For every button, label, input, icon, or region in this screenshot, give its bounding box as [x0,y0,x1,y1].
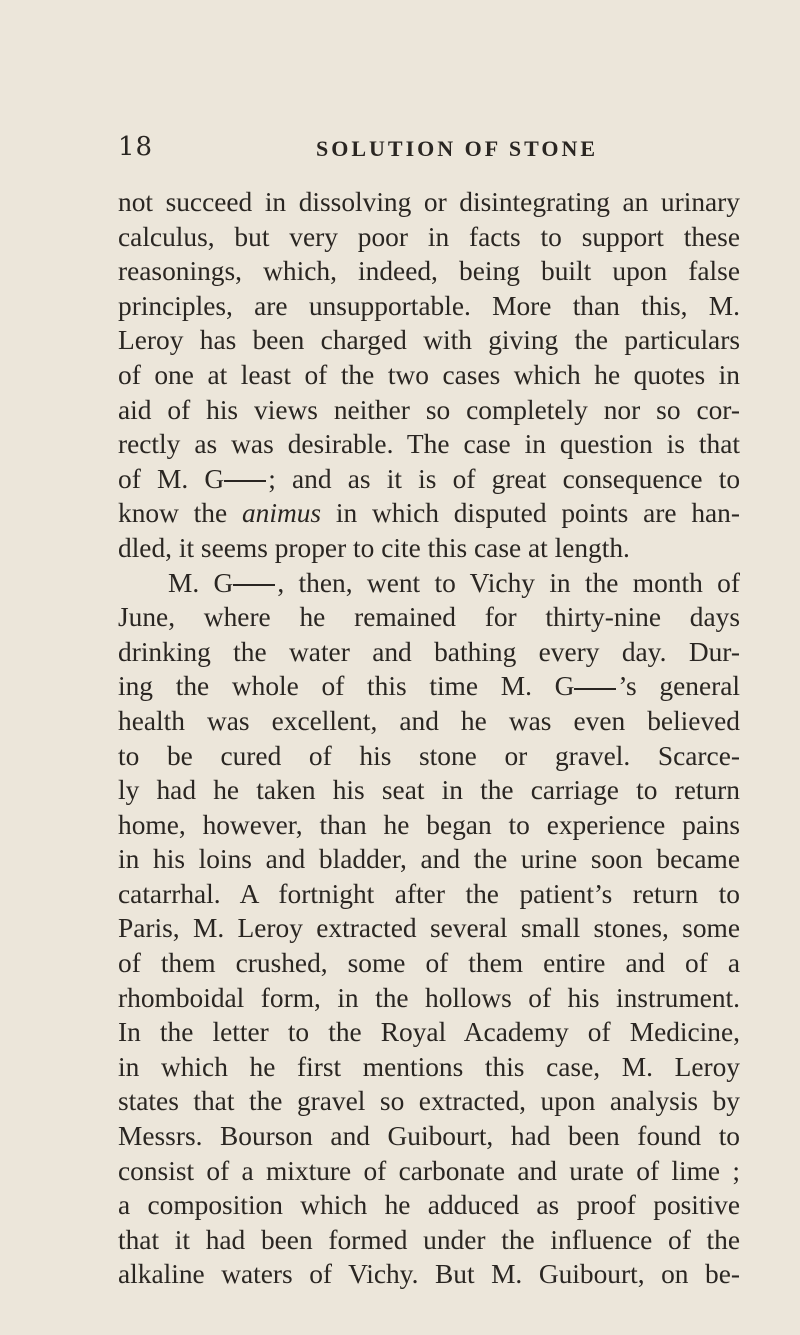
text-line: June, where he remained for thirty-nine days [118,602,740,633]
name-dash [233,584,275,586]
text-line: In the letter to the Royal Academy of Medicine, [118,1017,740,1048]
line-text: M. G [168,567,234,598]
text-line: rectly as was desirable. The case in question is that [118,429,740,460]
text-line: calculus, but very poor in facts to support these [118,221,740,252]
text-line: consist of a mixture of carbonate and urate of lime ; [118,1155,740,1186]
text-line: aid of his views neither so completely nor so cor- [118,394,740,425]
text-line [118,496,740,531]
text-line: that it had been formed under the influence of the [118,1224,740,1255]
text-line: principles, are unsupportable. More than this, M. [118,290,740,321]
line-text: in which disputed points are han- [321,498,741,529]
text-line: in his loins and bladder, and the urine soon became [118,844,740,875]
text-line: Paris, M. Leroy extracted several small stones, some [118,913,740,944]
line-text: ; and as it is of great consequence to [268,463,741,494]
name-dash [224,480,266,482]
text-line: dled, it seems proper to cite this case at length. [118,532,630,563]
text-line: ly had he taken his seat in the carriage to return [118,775,740,806]
text-line: home, however, than he began to experience pains [118,809,740,840]
page-header [118,132,738,172]
text-line [118,462,740,497]
body-text [118,185,740,1292]
text-line: a composition which he adduced as proof positive [118,1190,740,1221]
line-text: ’s general [618,671,740,702]
line-text: know the [118,498,242,529]
text-line: reasonings, which, indeed, being built upon false [118,256,740,287]
text-line: states that the gravel so extracted, upon analysis by [118,1086,740,1117]
text-line: health was excellent, and he was even believed [118,705,740,736]
text-line: drinking the water and bathing every day. Dur- [118,636,740,667]
text-line: of them crushed, some of them entire and of a [118,948,740,979]
text-line: to be cured of his stone or gravel. Scarce- [118,740,740,771]
name-dash [574,688,616,690]
text-line: Leroy has been charged with giving the particulars [118,325,740,356]
text-line: in which he first mentions this case, M. Leroy [118,1051,740,1082]
text-line: Messrs. Bourson and Guibourt, had been found to [118,1121,740,1152]
text-line: catarrhal. A fortnight after the patient’s return to [118,878,740,909]
text-line: not succeed in dissolving or disintegrating an urinary [118,187,740,217]
running-head: SOLUTION OF STONE [316,136,599,161]
text-line: alkaline waters of Vichy. But M. Guibourt, on be- [118,1259,740,1290]
line-text: , then, went to Vichy in the month of [277,567,740,598]
paragraph-start-line [118,566,740,601]
line-text: of M. G [118,463,225,494]
line-text: ing the whole of this time M. G [118,671,575,702]
text-line: rhomboidal form, in the hollows of his instrument. [118,982,740,1013]
text-line [118,669,740,704]
text-line: of one at least of the two cases which he quotes in [118,359,740,390]
italic-word: animus [241,498,322,529]
page-number: 18 [118,132,154,162]
